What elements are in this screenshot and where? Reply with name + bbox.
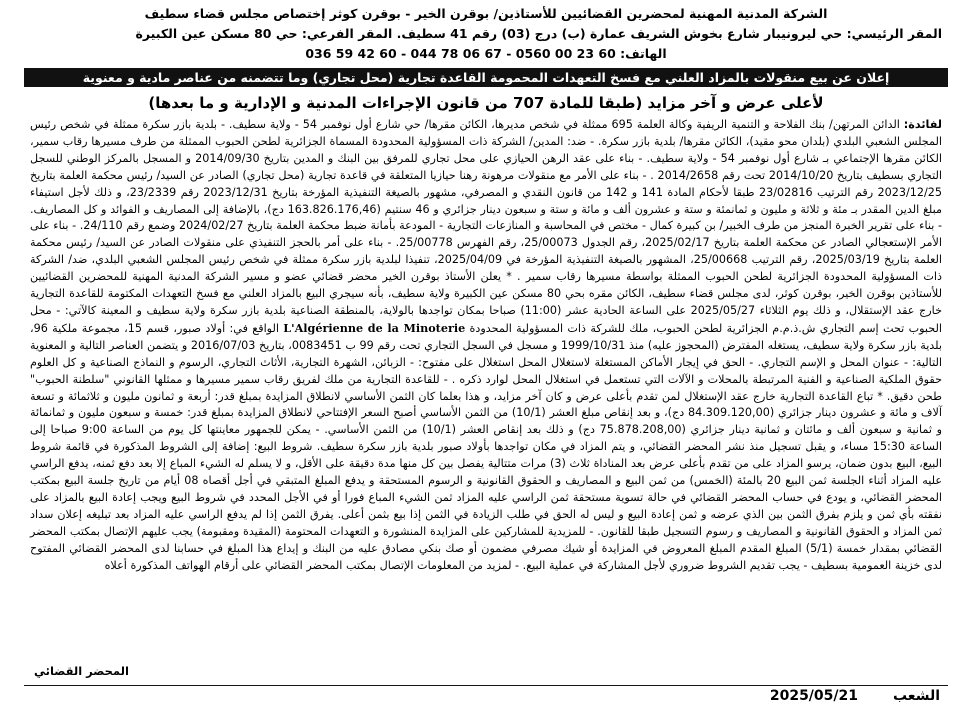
notice-banner: إعلان عن بيع منقولات بالمزاد العلني مع فسخ التعهدات المحمومة القاعدة تجارية (محل تجاري) وما تتضمنه من عناصر مادية و معنوية [24,68,948,87]
notice-header [24,0,948,64]
newspaper-notice [24,0,948,712]
phones-label: الهاتف: [620,46,667,61]
company-phones [30,44,942,64]
company-address: المقر الرئيسي: حي ليرونيبار شارع بخوش الشريف عمارة (ب) درج (03) رقم 41 سطيف. المقر الفرعي: حي 80 مسكن عين الكبيرة [135,26,942,41]
notice-body [24,117,948,622]
notice-text-part-1: الدائن المرتهن/ بنك الفلاحة و التنمية الريفية وكالة العلمة 695 ممثلة في شخص مديرها، الكائن مقرها/ حي شارع أول نوفمبر 54 - ولاية سطيف. - بلدية بازر سكرة ممثلة في شخص رئيس المجلس الشعبي البلدي (بلدان محو مقيد)، الكائن مقرها/ بلدية بازر سكرة. - ضد: المدين/ الشركة ذات المسؤولية المحدودة المسماة الجزائرية لطحن الحبوب الممثلة من طرف مسيرها رقاب سمير، الكائن مقرها الإجتماعي بـ شارع أول نوفمبر 54 - ولاية سطيف. - بناء على عقد الرهن الحيازي على محل تجاري للمرفق بين البنك و المدين بتاريخ 2014/09/30 و المسجل بالمركز الوطني للسجل التجاري بسطيف بتاريخ 2014/10/20 تحت رقم 2014/2658 . - بناء على الأمر مع منقولات مرهونة رهنا حيازيا المتعلقة في قاعدة تجارية (محل تجاري) الصادر عن السيد/ رئيس محكمة العلمة بتاريخ 2023/12/25 رقم الترتيب 23/02816 طبقا لأحكام المادة 141 و 142 من قانون النقدي و المصرفي، مشهور بالصيغة التنفيذية المؤرخة بتاريخ 2023/12/31 رقم 23/2339، و ذلك لأجل استيفاء مبلغ الدين المقدر بـ مئة و ثلاثة و مليون و ثمانمئة و ستة و عشرون ألف و مائة و ستة و سبعون دينار جزائري و 46 سنتيم (163.826.176,46 دج)، بالإضافة إلى المصاريف و الفوائد و كل المصاريف. - بناء على تقرير الخبرة المنجز من طرف الخبير/ بن كبيرة كمال - مختص في المحاسبة و المنازعات التجارية - المودعة بأمانة ضبط محكمة العلمة بتاريخ 2024/02/27 وضمع رقم 24/110. - بناء على الأمر الإستعجالي الصادر عن محكمة العلمة بتاريخ 2025/02/17، رقم الجدول 25/00073، رقم الفهرس 25/00778. - بناء على أمر بالحجز التنفيذي على منقولات الصادر عن السيد/ رئيس محكمة العلمة بتاريخ 2025/03/19، رقم الترتيب 25/00668، المشهور بالصيغة التنفيذية المؤرخة في 2025/04/09، تنفيذا لبلدية بازر سكرة ممثلة في شخص رئيس المجلس الشعبي البلدي، ضد/ الشركة ذات المسؤولية المحدودة الجزائرية لطحن الحبوب الممثلة بواسطة مسيرها رقاب سمير . * يعلن الأستاذ بوقرن الخير محضر قضائي عضو و مسير الشركة المدنية المهنية للمحضرين القضائيين للأستاذين بوقرن الخير، بوقرن كوثر، لدى مجلس قضاء سطيف، الكائن مقره بحي 80 مسكن عين الكبيرة ولاية سطيف، بأنه سيجري البيع بالمزاد العلني مع فسخ التعهدات المكتومة للقاعدة التجارية خارج عقد الإستقلال، و ذلك يوم الثلاثاء 2025/05/27 على الساعة الحادية عشر (11:00) صباحا بمكان تواجدها بالولاية، بالمنطقة الصناعية بلدية بازر سكرة ولاية سطيف و المعينة كالآتي: - محل الحبوب تحت إسم التجاري ش.ذ.م.م الجزائرية لطحن الحبوب، ملك للشركة ذات المسؤولية المحدودة [30,118,943,335]
company-name: الشركة المدنية المهنية لمحضرين القضائيين للأستاذين/ بوقرن الخير - بوقرن كوثر إختصاص مجلس قضاء سطيف [144,6,828,21]
notice-title: لأعلى عرض و آخر مزايد (طبقا للمادة 707 من قانون الإجراءات المدنية و الإدارية و ما بعدها) [148,94,824,112]
signature: المحضر القضائي [34,664,129,678]
publication-date: 2025/05/21 [769,688,858,704]
notice-text-part-2: الواقع في: أولاد صبور، قسم 15، مجموعة ملكية 96، بلدية بازر سكرة ولاية سطيف، يستغله المفترض (المحجوز عليه) منذ 1999/10/31 و مسجل في السجل التجاري تحت رقم 99 ب 0083451، بتاريخ 2016/07/03 و يتضمن العناصر التالية و المعنوية التالية: - عنوان المحل و الإسم التجاري. - الحق في إيجار الأماكن المستغلة لاستغلال المحل استغلال على مفتوح: - الزبائن، الشهرة التجارية، الأثاث التجاري، الرسوم و النماذج الصناعية و كل العلوم حقوق الملكية الصناعية و الفنية المرتبطة بالمحلات و الآلات التي تستعمل في استغلال المحل لوارد ذكره . - للقاعدة التجارية من ملك لفريق رقاب سمير مسيرها و ممثلها القانوني "سلطنة الحبوب" طحن دقيق. * تباع القاعدة التجارية خارج عقد الإستغلال لمن تقدم بأعلى عرض و كان آخر مزايد، و هذا بعلما كان الثمن الأساسي لانطلاق المزايدة بمبلغ قدر: أربعة و ثمانون مليون و ثلاثمائة و تسعة آلاف و مائة و عشرون دينار جزائري (84.309.120,00 دج)، و بعد إنقاص مبلغ العشر (10/1) من الثمن الأساسي أصبح السعر الإفتتاحي لانطلاق المزايدة بمبلغ قدر: خمسة و سبعون مليون و ثمانمائة و ثمانية و سبعون ألف و مائتان و ثمانية دينار جزائري (75.878.208,00 دج) و ذلك بعد إنقاص العشر (10/1) من الثمن الأساسي. - يمكن للجمهور معاينتها كل يوم من الساعة 9:00 صباحا إلى الساعة 15:30 مساء، و يقبل تسجيل منذ نشر المحضر القضائي، و يتم المزاد في مكان تواجدها بأولاد صبور بلدية بازر سكرة سطيف. شروط البيع: إضافة إلى الشروط المذكورة في قائمة شروط البيع، البيع بدون ضمان، يرسو المزاد على من تقدم بأعلى عرض بعد المناداة ثلاث (3) مرات متتالية يفصل بين كل منها مدة دقيقة على الأقل، و لا يسلم له الشيء المباع إلا بعد دفع ثمنه، يدفع الراسي عليه المزاد أثناء الجلسة ثمن البيع 20 بالمئة (الخمس) من ثمن البيع و المصاريف و الحقوق القانونية و الرسوم المستحقة و يدفع المبلغ المتبقي في أجل أقصاه 08 أيام من تاريخ جلسة البيع بمكتب المحضر القضائي، و يودع في حساب المحضر القضائي في حالة تسوية مستحقة ثمن الراسي عليه المزاد ثمن الشيء المباع فورا أو في الأجل المحدد في شروط البيع ويجب إعادة البيع بالمزاد على نفقته بأي ثمن و يلزم بفرق الثمن بين الذي عرضه و ثمن إعادة البيع و ليس له الحق في طلب الزيادة في الثمن إذا بيع بثمن أعلى. يفرق الثمن إذا لم يدفع الراسي عليه المزاد بعد تبليغه إعلان سداد ثمن المزاد و الحقوق القانونية و المصاريف و رسوم التسجيل طبقا للقانون. - للمزيدية للمشاركين على المزايدة المنشورة و التعهدات المحتومة (المقيدة ومقبومة) يجب عليهم الإتصال بمكتب المحضر القضائي بمقدار خمسة (5/1) المبلغ المقدم المبلغ المعروض في المزايدة أو شيك مصرفي مضمون أو صك بنكي مصادق عليه من البنك و إيداع هذا المبلغ في حسابنا لدى المحضر القضائي المفتوح لدى خزينة العمومية بسطيف - يجب تقديم الشروط ضروري لأجل المشاركة في عملية البيع. - لمزيد من المعلومات الإتصال بمكتب المحضر القضائي على أرقام الهواتف المذكورة أعلاه [30,321,943,572]
notice-lead: لفائدة: [903,118,942,131]
phones-numbers: 036 59 42 60 - 044 78 06 67 - 0560 00 23 60 [305,46,616,61]
newspaper-name: الشعب [892,688,940,704]
company-latin-name: L'Algérienne de la Minoterie [283,320,466,335]
notice-paragraph [30,117,942,574]
notice-footer [24,685,948,708]
